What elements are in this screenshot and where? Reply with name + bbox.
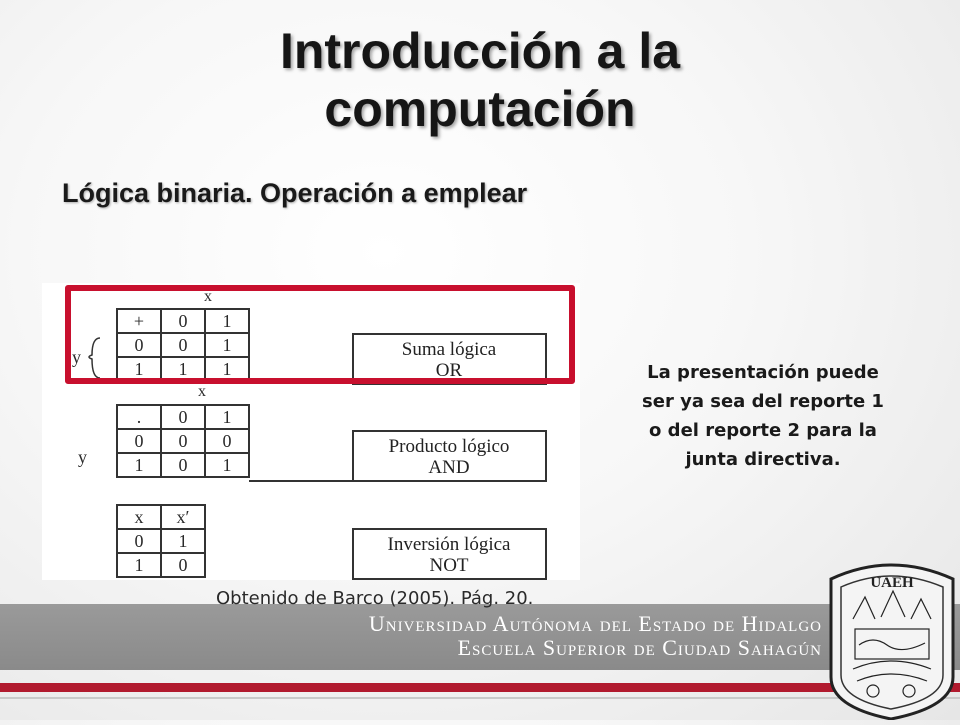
not-cell: 1 [134, 555, 144, 575]
and-label-2: AND [428, 457, 470, 478]
shield-text: UAEH [870, 575, 914, 591]
or-cell: 1 [178, 359, 188, 379]
footer-accent-bar [0, 683, 960, 692]
uaeh-shield-logo [823, 557, 960, 720]
slide-title [180, 22, 780, 138]
and-var-x: x [198, 383, 206, 400]
and-cell: 1 [222, 455, 232, 475]
or-label-2: OR [435, 360, 463, 381]
or-label-1: Suma lógica [401, 339, 497, 360]
or-cell: 0 [134, 335, 144, 355]
slide-subtitle: Lógica binaria. Operación a emplear [62, 178, 528, 208]
or-highlight-frame [65, 285, 575, 384]
figure-caption: Obtenido de Barco (2005). Pág. 20. [216, 588, 534, 609]
note-line: ser ya sea del reporte 1 [642, 391, 884, 412]
not-cell: 0 [134, 531, 144, 551]
not-cell: 0 [178, 555, 188, 575]
not-label-2: NOT [429, 555, 469, 576]
and-cell: 0 [222, 431, 232, 451]
note-line: junta directiva. [685, 449, 841, 470]
shield-icon [823, 557, 960, 720]
and-header-1: 1 [222, 407, 232, 427]
presentation-note [628, 358, 898, 474]
title-line-2: computación [324, 81, 636, 137]
or-cell: 1 [134, 359, 144, 379]
footer-divider [0, 697, 960, 699]
university-line-2: Escuela Superior de Ciudad Sahagún [457, 635, 822, 660]
and-label-1: Producto lógico [388, 436, 510, 457]
or-cell: 1 [222, 359, 232, 379]
not-truth-table [117, 505, 546, 579]
note-line: La presentación puede [647, 362, 879, 383]
title-line-1: Introducción a la [279, 23, 681, 79]
or-cell: 0 [178, 335, 188, 355]
and-cell: 1 [134, 455, 144, 475]
or-header-1: 1 [222, 311, 232, 331]
not-cell: 1 [178, 531, 188, 551]
or-var-y: y [72, 347, 81, 367]
and-header-0: 0 [178, 407, 188, 427]
and-cell: 0 [134, 431, 144, 451]
or-header-op: + [133, 311, 145, 331]
and-var-y: y [78, 447, 87, 467]
university-line-1: Universidad Autónoma del Estado de Hidalgo [368, 611, 822, 636]
and-cell: 0 [178, 431, 188, 451]
not-header-x: x [134, 507, 144, 527]
and-truth-table [78, 383, 546, 481]
university-name [369, 612, 822, 660]
not-header-xprime: x′ [176, 507, 190, 527]
or-header-0: 0 [178, 311, 188, 331]
or-var-x: x [204, 288, 212, 305]
note-line: o del reporte 2 para la [649, 420, 877, 441]
or-cell: 1 [222, 335, 232, 355]
and-header-op: . [136, 407, 142, 427]
not-label-1: Inversión lógica [387, 534, 511, 555]
and-cell: 0 [178, 455, 188, 475]
